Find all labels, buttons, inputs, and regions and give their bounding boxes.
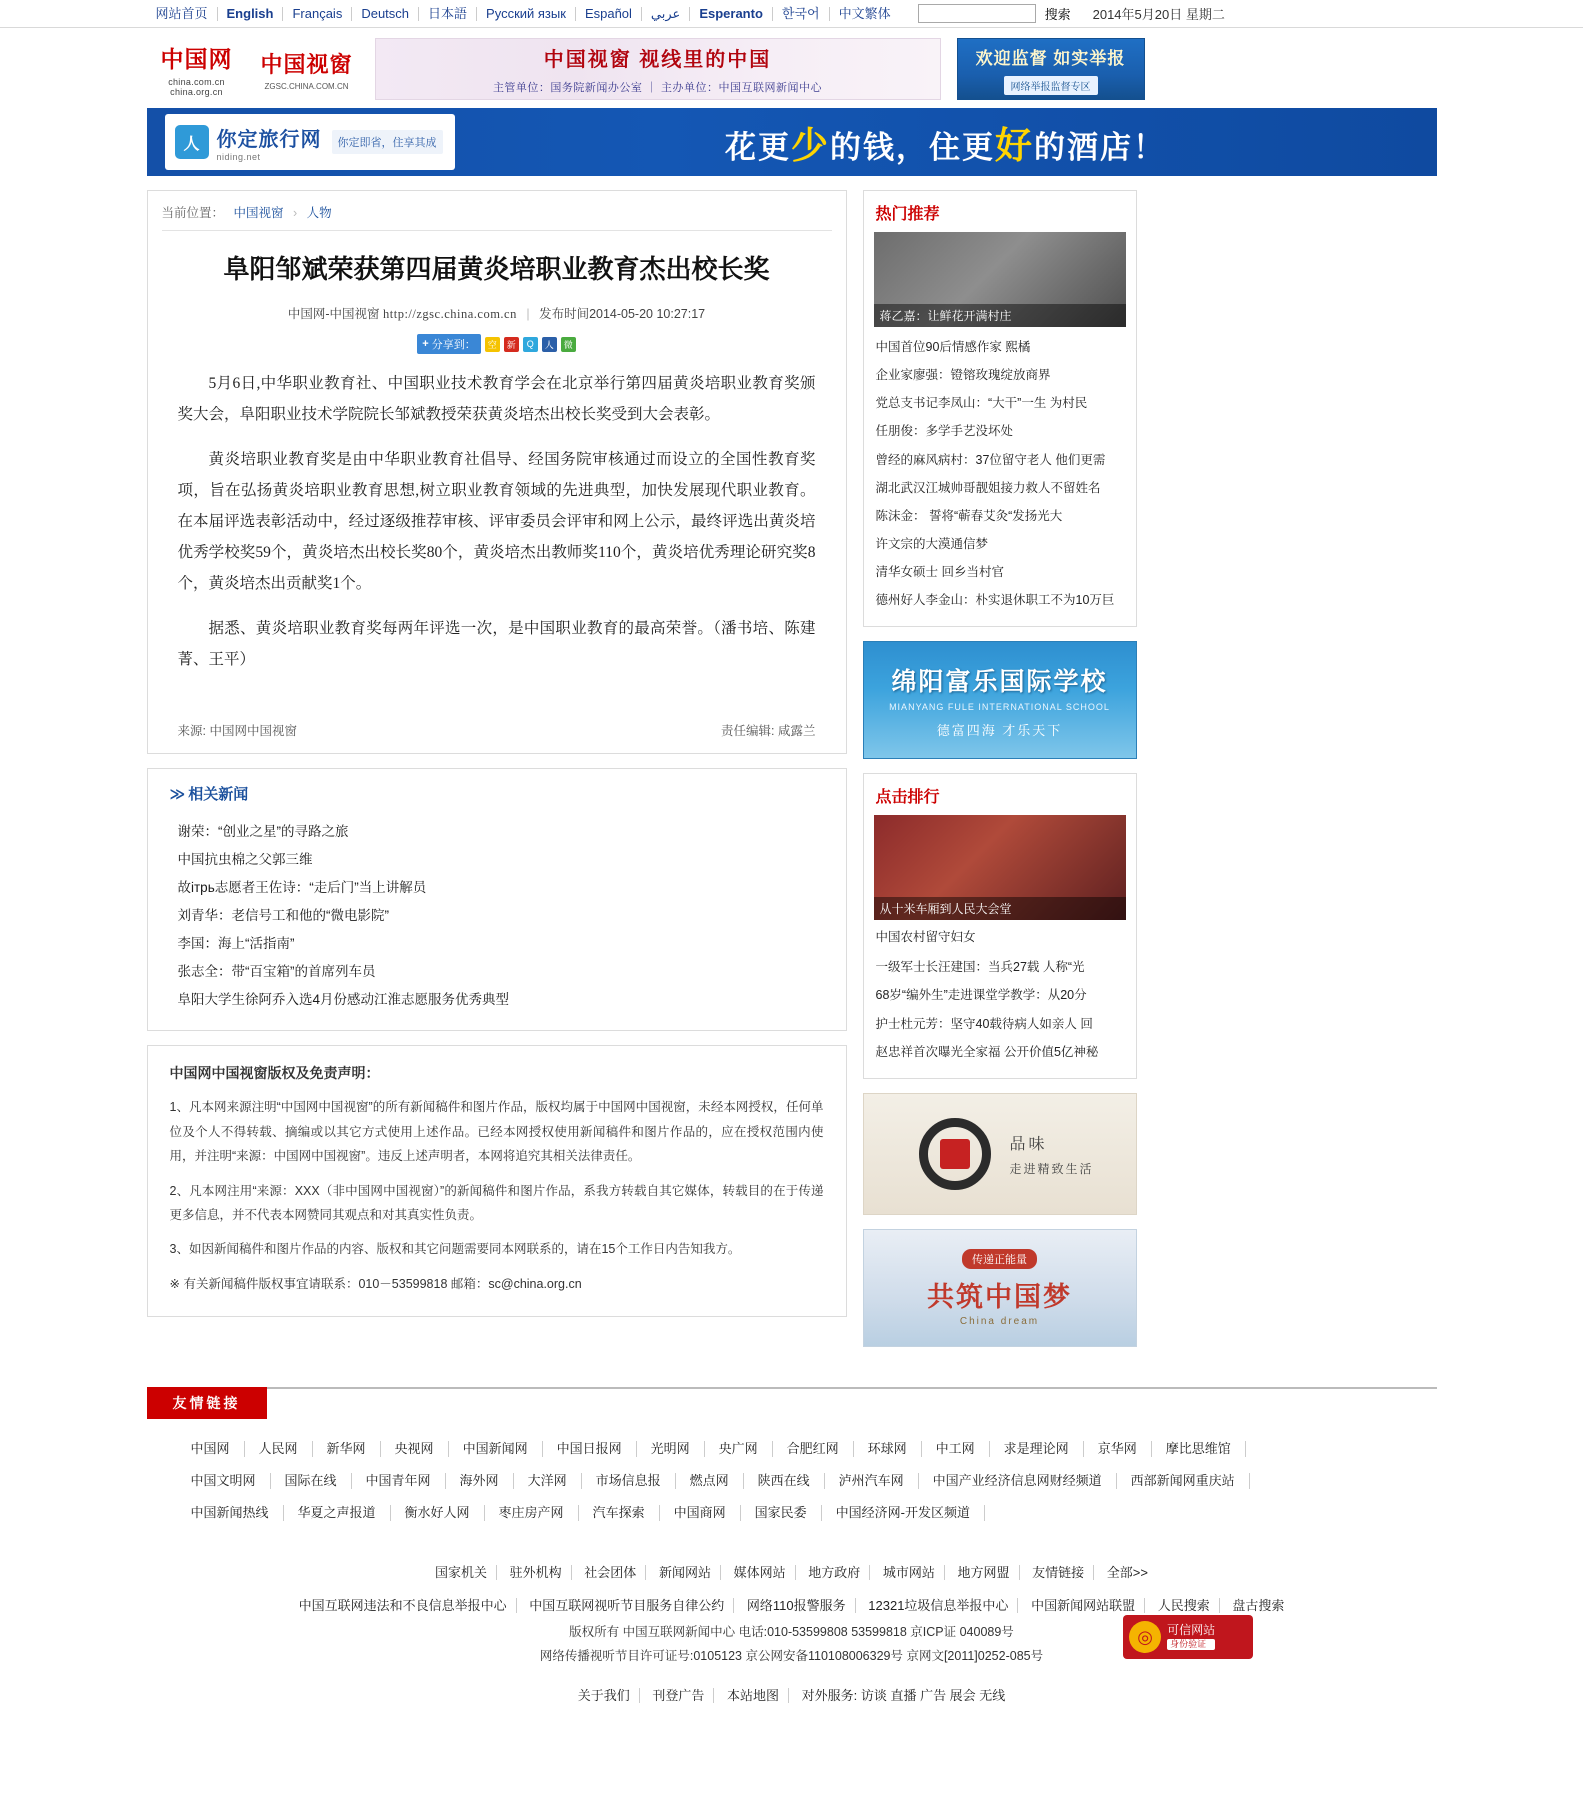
friend-link-0-1[interactable]: 人民网 (245, 1441, 313, 1457)
lang-link-4[interactable]: 日本語 (419, 7, 477, 21)
footer-link-2-6[interactable]: 盘古搜索 (1232, 1597, 1285, 1613)
tea-ad-line1: 品味 (1009, 1135, 1048, 1153)
friend-link-0-5[interactable]: 中国日报网 (543, 1441, 637, 1457)
list-item[interactable] (170, 984, 824, 1012)
zgsc-logo[interactable] (253, 41, 361, 97)
friend-link-0-6[interactable]: 光明网 (637, 1441, 705, 1457)
footer-link-2-3[interactable]: 12321垃圾信息举报中心 (859, 1598, 1018, 1613)
friend-link-0-4[interactable]: 中国新闻网 (449, 1441, 543, 1457)
friend-link-0-3[interactable]: 央视网 (381, 1441, 449, 1457)
list-item[interactable] (876, 1038, 1124, 1066)
related-link-5[interactable]: 张志全：带“百宝箱”的首席列车员 (177, 964, 376, 980)
friend-links-heading: 友情链接 (147, 1387, 267, 1419)
dream-ad-subtitle: China dream (959, 1315, 1040, 1327)
lang-link-5[interactable]: Русский язык (477, 7, 576, 21)
hot-recommend-photo[interactable] (874, 232, 1126, 327)
hot-link-3[interactable]: 任朋俊：多学手艺没坏处 (875, 424, 1014, 439)
footer-link-2-2[interactable]: 网络110报警服务 (738, 1598, 856, 1613)
article-meta (148, 304, 846, 330)
friend-links-row-0 (177, 1433, 1407, 1465)
slogan-emphasis-2: 好 (995, 125, 1034, 166)
hot-link-9[interactable]: 德州好人李金山：朴实退休职工不为10万巨 (875, 593, 1115, 608)
footer-link-3-1[interactable]: 刊登广告 (643, 1688, 714, 1703)
header-banner-subtitle: 主管单位：国务院新闻办公室 ｜ 主办单位：中国互联网新闻中心 (492, 82, 823, 94)
friend-link-1-5[interactable]: 市场信息报 (582, 1473, 676, 1489)
list-item[interactable] (876, 981, 1124, 1009)
language-links (147, 7, 900, 21)
friend-link-1-7[interactable]: 陕西在线 (744, 1473, 825, 1489)
friend-link-1-3[interactable]: 海外网 (446, 1473, 514, 1489)
list-item[interactable] (170, 872, 824, 900)
related-link-2[interactable]: 故ітрь志愿者王佐诗：“走后门”当上讲解员 (177, 880, 427, 896)
zgsc-logo-domain: ZGSC.CHINA.COM.CN (264, 81, 349, 91)
hot-recommend-heading: 热门推荐 (875, 206, 940, 223)
footer-link-2-0[interactable]: 中国互联网违法和不良信息举报中心 (290, 1598, 517, 1613)
related-news-box (147, 768, 847, 1031)
footer-link-1-4[interactable]: 媒体网站 (725, 1565, 796, 1580)
copyright-statement-box (147, 1045, 847, 1317)
list-item[interactable] (876, 361, 1124, 389)
slogan-part-3: 的酒店！ (1034, 130, 1166, 165)
hot-recommend-box (863, 190, 1137, 627)
lang-link-10[interactable]: 中文繁体 (838, 5, 891, 21)
main-content (147, 190, 1437, 1361)
breadcrumb-label: 当前位置： (161, 206, 225, 220)
article-url: http://zgsc.china.com.cn (383, 307, 517, 322)
search-box (918, 4, 1071, 23)
friend-link-2-5[interactable]: 中国商网 (660, 1505, 741, 1521)
friend-link-2-6[interactable]: 国家民委 (741, 1505, 822, 1521)
list-item[interactable] (876, 558, 1124, 586)
friend-link-1-10[interactable]: 西部新闻网重庆站 (1117, 1473, 1250, 1489)
search-button[interactable]: 搜索 (1045, 4, 1071, 23)
trusted-site-badge[interactable] (1123, 1615, 1253, 1659)
qq-share-icon[interactable]: Q (523, 337, 538, 352)
sina-weibo-share-icon[interactable]: 新 (504, 337, 519, 352)
lang-link-1[interactable]: English (218, 7, 284, 21)
footer-link-1-3[interactable]: 新闻网站 (650, 1565, 721, 1580)
list-item[interactable] (170, 928, 824, 956)
share-label[interactable]: + 分享到： (417, 334, 480, 354)
friend-link-1-2[interactable]: 中国青年网 (352, 1473, 446, 1489)
friend-link-0-11[interactable]: 求是理论网 (990, 1441, 1084, 1457)
footer-link-3-2[interactable]: 本站地图 (718, 1688, 789, 1703)
click-rank-list (864, 947, 1136, 1078)
related-link-6[interactable]: 阜阳大学生徐阿乔入选4月份感动江淮志愿服务优秀典型 (177, 992, 510, 1008)
current-date: 2014年5月20日 星期二 (1092, 7, 1225, 22)
breadcrumb-item-1[interactable]: 人物 (306, 206, 332, 220)
footer-link-1-5[interactable]: 地方政府 (799, 1565, 870, 1580)
hot-recommend-list (864, 327, 1136, 626)
friend-link-0-7[interactable]: 央广网 (705, 1441, 773, 1457)
article-publish-time: 发布时间2014-05-20 10:27:17 (539, 307, 706, 322)
friend-link-1-1[interactable]: 国际在线 (271, 1473, 352, 1489)
zgsc-logo-text: 中国视窗 (260, 51, 353, 77)
lang-link-8[interactable]: Esperanto (690, 7, 773, 21)
list-item[interactable] (170, 956, 824, 984)
hotel-ad-slogan (455, 115, 1437, 169)
hot-link-5[interactable]: 湖北武汉江城帅哥靓姐接力救人不留姓名 (875, 480, 1101, 495)
lang-link-0[interactable]: 网站首页 (147, 7, 218, 21)
list-item[interactable] (170, 900, 824, 928)
footer-link-1-2[interactable]: 社会团体 (575, 1565, 646, 1580)
left-column (147, 190, 847, 1317)
lang-link-6[interactable]: Español (576, 7, 642, 21)
friend-link-0-8[interactable]: 合肥红网 (773, 1441, 854, 1457)
site-header (147, 28, 1437, 102)
rank-link-2[interactable]: 护士杜元芳：坚守40载待病人如亲人 回 (875, 1016, 1093, 1031)
hot-link-6[interactable]: 陈沫金： 誓将“蕲春艾灸“发扬光大 (875, 508, 1063, 523)
copyright-line-2: 网络传播视听节目许可证号:0105123 京公网安备110108006329号 京网文[2011]0252-085号 (539, 1648, 1044, 1663)
hot-link-0[interactable]: 中国首位90后情感作家 熙橘 (875, 340, 1031, 354)
breadcrumb-item-0[interactable]: 中国视窗 (233, 206, 284, 220)
niding-brand-domain: niding.net (216, 151, 261, 162)
header-banner-title: 中国视窗 视线里的中国 (543, 49, 772, 71)
click-rank-photo[interactable] (874, 815, 1126, 920)
lang-link-7[interactable]: عربي (642, 7, 690, 21)
dream-ad-tag: 传递正能量 (962, 1249, 1037, 1269)
friend-link-2-0[interactable]: 中国新闻热线 (177, 1505, 284, 1521)
friend-link-1-4[interactable]: 大洋网 (514, 1473, 582, 1489)
list-item[interactable] (876, 417, 1124, 445)
wechat-share-icon[interactable]: 微 (561, 337, 576, 352)
niding-brand-name: 你定旅行网 (216, 128, 322, 151)
tea-ad[interactable] (863, 1093, 1137, 1215)
friend-link-1-9[interactable]: 中国产业经济信息网财经频道 (919, 1473, 1117, 1489)
footer-link-1-0[interactable]: 国家机关 (426, 1565, 497, 1580)
slogan-part-1: 花更 (725, 130, 791, 165)
trusted-site-seal-icon: ◎ (1129, 1621, 1161, 1653)
footer-link-2-5[interactable]: 人民搜索 (1149, 1598, 1220, 1613)
china-net-logo-text: 中国网 (160, 46, 233, 72)
footer-link-3-3[interactable]: 对外服务: 访谈 直播 广告 展会 无线 (801, 1688, 1006, 1704)
list-item[interactable] (876, 446, 1124, 474)
friend-link-0-13[interactable]: 摩比思维馆 (1152, 1441, 1246, 1457)
copyright-line-1: 版权所有 中国互联网新闻中心 电话:010-53599808 53599818 京ICP证 040089号 (569, 1624, 1014, 1639)
friend-link-2-1[interactable]: 华夏之声报道 (284, 1505, 391, 1521)
school-ad-name: 绵阳富乐国际学校 (891, 667, 1108, 696)
footer-link-1-9[interactable]: 全部>> (1106, 1564, 1148, 1580)
footer-row-3 (147, 1678, 1437, 1711)
list-item[interactable] (876, 502, 1124, 530)
china-dream-ad[interactable] (863, 1229, 1137, 1347)
footer-link-2-4[interactable]: 中国新闻网站联盟 (1022, 1598, 1145, 1613)
statement-title: 中国网中国视窗版权及免责声明： (169, 1065, 380, 1082)
friend-link-0-9[interactable]: 环球网 (854, 1441, 922, 1457)
share-bar (148, 330, 846, 368)
friend-link-2-7[interactable]: 中国经济网-开发区频道 (822, 1505, 985, 1521)
breadcrumb-separator: › (293, 206, 298, 220)
school-ad-slogan: 德富四海 才乐天下 (936, 722, 1063, 738)
hot-link-4[interactable]: 曾经的麻风病村：37位留守老人 他们更需 (875, 452, 1106, 467)
hot-recommend-photo-caption: 蒋乙嘉：让鲜花开满村庄 (874, 304, 1126, 327)
friend-links-row-1 (177, 1465, 1407, 1497)
statement-contact: ※ 有关新闻稿件版权事宜请联系：010－53599818 邮箱：sc@china.org.cn (169, 1276, 582, 1291)
slogan-emphasis-1: 少 (791, 125, 830, 166)
trusted-site-title: 可信网站 (1167, 1623, 1216, 1638)
click-rank-heading: 点击排行 (875, 789, 940, 807)
article-paragraph-1: 黄炎培职业教育奖是由中华职业教育社倡导、经国务院审核通过而设立的全国性教育奖项，旨在弘扬黄炎培职业教育思想,树立职业教育领域的先进典型，加快发展现代职业教育。在本届评选表彰活动中，经过逐级推荐审核、评审委员会评审和网上公示，最终评选出黄炎培优秀学校奖59个，黄炎培杰出校长奖80个，黄炎培杰出教师奖110个，黄炎培优秀理论研究奖8个，黄炎培杰出贡献奖1个。 (177, 451, 816, 593)
friend-link-0-0[interactable]: 中国网 (177, 1441, 245, 1457)
list-item[interactable] (876, 530, 1124, 558)
breadcrumb-divider (162, 230, 832, 231)
article-title: 阜阳邹斌荣获第四届黄炎培职业教育杰出校长奖 (223, 255, 770, 285)
qzone-share-icon[interactable]: 空 (485, 337, 500, 352)
related-link-3[interactable]: 刘青华：老信号工和他的“微电影院” (177, 908, 389, 924)
right-sidebar (863, 190, 1137, 1361)
list-item[interactable] (876, 586, 1124, 614)
list-item[interactable] (876, 1010, 1124, 1038)
rank-link-3[interactable]: 赵忠祥首次曝光全家福 公开价值5亿神秘 (875, 1044, 1099, 1059)
statement-paragraph-2: 3、如因新闻稿件和图片作品的内容、版权和其它问题需要同本网联系的，请在15个工作日内告知我方。 (169, 1242, 741, 1257)
report-banner-subtitle: 网络举报监督专区 (1004, 76, 1098, 95)
search-input[interactable] (918, 4, 1036, 23)
trusted-site-sub: 身份验证 (1167, 1639, 1215, 1651)
article-body (148, 368, 846, 693)
related-news-list (170, 816, 824, 1012)
related-link-0[interactable]: 谢荣：“创业之星”的寻路之旅 (177, 824, 349, 840)
friend-links-row-2 (177, 1497, 1407, 1529)
article-container (147, 190, 847, 754)
lang-link-3[interactable]: Deutsch (352, 7, 419, 21)
list-item[interactable] (170, 816, 824, 844)
article-source-footer: 来源: 中国网中国视窗 (177, 724, 297, 739)
friend-links-section (147, 1387, 1437, 1537)
top-language-bar (0, 0, 1583, 28)
rank-link-1[interactable]: 68岁“编外生”走进课堂学教学：从20分 (875, 988, 1087, 1003)
footer-link-3-0[interactable]: 关于我们 (569, 1688, 640, 1703)
list-item[interactable] (876, 953, 1124, 981)
hot-link-1[interactable]: 企业家廖强：镫镕玫瑰绽放商界 (875, 368, 1051, 383)
article-footer (148, 693, 846, 753)
list-item[interactable] (876, 474, 1124, 502)
friend-link-2-4[interactable]: 汽车探索 (579, 1505, 660, 1521)
tea-ad-circle-icon (919, 1118, 991, 1190)
header-banner[interactable] (375, 38, 941, 100)
footer-link-2-1[interactable]: 中国互联网视听节目服务自律公约 (520, 1598, 734, 1613)
friend-link-2-2[interactable]: 衡水好人网 (391, 1505, 485, 1521)
friend-link-0-12[interactable]: 京华网 (1084, 1441, 1152, 1457)
hot-link-2[interactable]: 党总支书记李凤山：“大干”一生 为村民 (875, 396, 1088, 411)
china-net-logo-domain: china.com.cn china.org.cn (168, 77, 225, 97)
statement-paragraph-0: 1、凡本网来源注明“中国网中国视窗”的所有新闻稿件和图片作品，版权均属于中国网中国视窗，未经本网授权，任何单位及个人不得转载、摘编或以其它方式使用上述作品。已经本网授权使用新闻稿件和图片作品的，应在授权范围内使用，并注明“来源：中国网中国视窗”。违反上述声明者，本网将追究其相关法律责任。 (169, 1100, 824, 1164)
hotel-ad-banner[interactable] (147, 108, 1437, 176)
article-paragraph-0: 5月6日,中华职业教育社、中国职业技术教育学会在北京举行第四届黄炎培职业教育奖颁奖大会，阜阳职业技术学院院长邹斌教授荣获黄炎培杰出校长奖受到大会表彰。 (177, 375, 816, 424)
school-ad-english: MIANYANG FULE INTERNATIONAL SCHOOL (889, 701, 1110, 712)
renren-share-icon[interactable]: 人 (542, 337, 557, 352)
friend-link-0-2[interactable]: 新华网 (313, 1441, 381, 1457)
friend-link-2-3[interactable]: 枣庄房产网 (485, 1505, 579, 1521)
niding-brand-tagline: 你定即省，住享其成 (332, 130, 443, 154)
click-rank-box (863, 773, 1137, 1079)
article-editor: 责任编辑: 咸露兰 (721, 724, 816, 739)
related-link-4[interactable]: 李国：海上“活指南” (177, 936, 295, 952)
footer-link-1-8[interactable]: 友情链接 (1023, 1565, 1094, 1580)
footer-row-1 (147, 1555, 1437, 1588)
related-arrow-icon: ≫ (169, 786, 186, 804)
slogan-part-2: 的钱，住更 (830, 130, 995, 165)
footer-copyright (539, 1621, 1216, 1669)
site-footer (147, 1555, 1437, 1740)
report-banner-title: 欢迎监督 如实举报 (975, 48, 1126, 68)
lang-link-2[interactable]: Français (283, 7, 352, 21)
list-item[interactable] (876, 333, 1124, 361)
school-ad[interactable] (863, 641, 1137, 759)
dream-ad-title: 共筑中国梦 (927, 1281, 1072, 1312)
rank-link-0[interactable]: 一级军士长汪建国：当兵27载 人称“光 (875, 960, 1085, 975)
list-item[interactable] (876, 389, 1124, 417)
statement-paragraph-1: 2、凡本网注用“来源：XXX（非中国网中国视窗）”的新闻稿件和图片作品，系我方转载自其它媒体，转载目的在于传递更多信息，并不代表本网赞同其观点和对其真实性负责。 (169, 1183, 824, 1222)
list-item[interactable] (170, 844, 824, 872)
meta-divider: | (526, 307, 530, 322)
friend-link-1-0[interactable]: 中国文明网 (177, 1473, 271, 1489)
hotel-ad-brand (165, 114, 455, 170)
niding-logo-icon: 人 (175, 125, 209, 159)
friend-link-1-6[interactable]: 燃点网 (676, 1473, 744, 1489)
related-news-heading: ≫ 相关新闻 (169, 786, 249, 804)
breadcrumb (148, 191, 846, 230)
china-net-logo[interactable] (147, 41, 247, 97)
lang-link-9[interactable]: 한국어 (773, 7, 830, 21)
footer-link-1-1[interactable]: 驻外机构 (501, 1565, 572, 1580)
tea-ad-line2: 走进精致生活 (1009, 1161, 1094, 1176)
tea-ad-seal-icon (940, 1139, 970, 1169)
related-link-1[interactable]: 中国抗虫棉之父郭三维 (177, 852, 313, 868)
footer-link-1-6[interactable]: 城市网站 (874, 1565, 945, 1580)
article-source: 中国网-中国视窗 (287, 307, 380, 322)
report-banner[interactable] (957, 38, 1145, 100)
friend-link-1-8[interactable]: 泸州汽车网 (825, 1473, 919, 1489)
click-rank-subcaption: 中国农村留守妇女 (875, 930, 976, 945)
footer-link-1-7[interactable]: 地方网盟 (949, 1565, 1020, 1580)
article-paragraph-2: 据悉、黄炎培职业教育奖每两年评选一次，是中国职业教育的最高荣誉。（潘书培、陈建菁、王平） (177, 620, 816, 669)
hot-link-7[interactable]: 许文宗的大漠通信梦 (875, 536, 989, 551)
hot-link-8[interactable]: 清华女硕士 回乡当村官 (875, 565, 1004, 579)
click-rank-photo-caption: 从十米车厢到人民大会堂 (874, 897, 1126, 920)
friend-link-0-10[interactable]: 中工网 (922, 1441, 990, 1457)
